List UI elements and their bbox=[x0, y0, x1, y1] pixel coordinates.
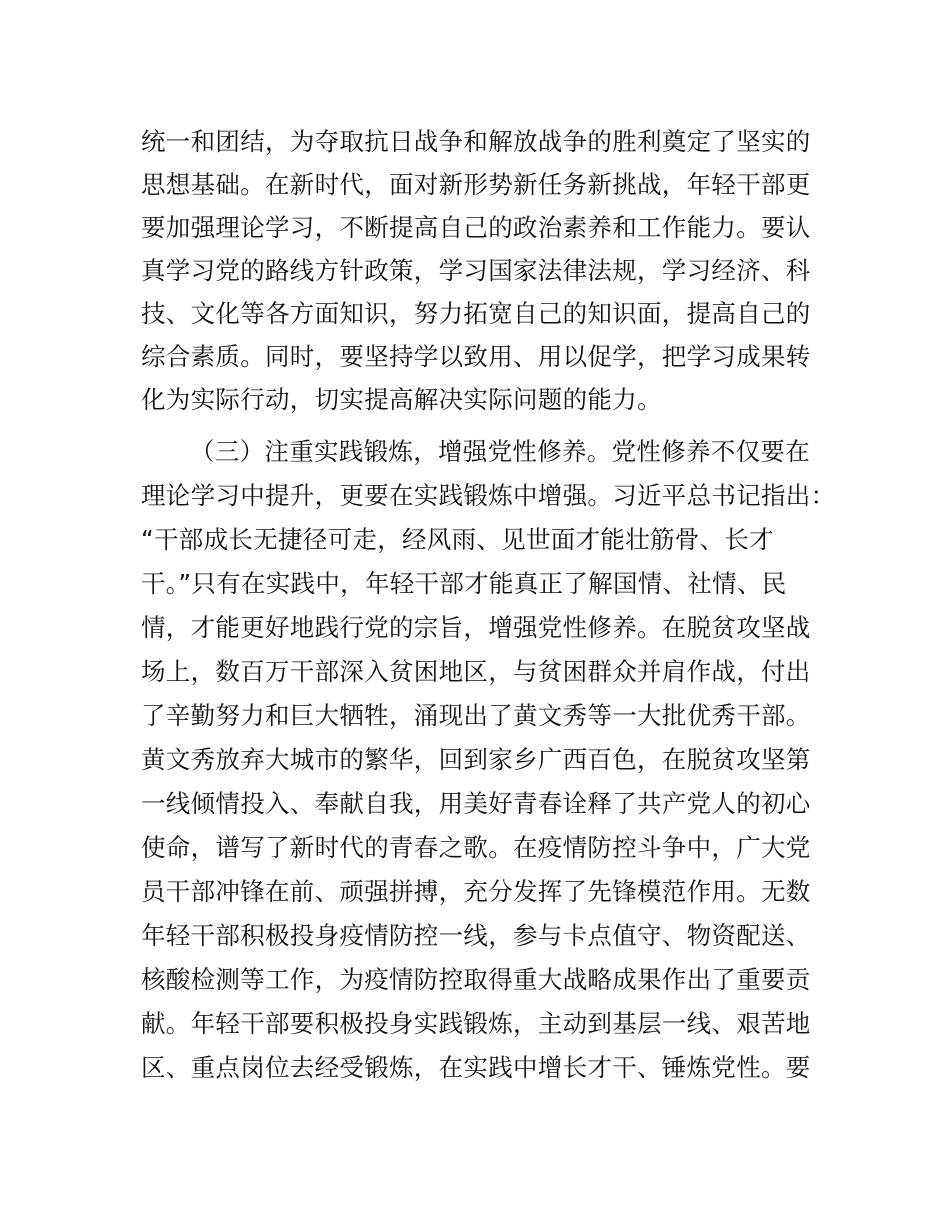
paragraph-2-line: 员干部冲锋在前、顽强拼搏，充分发挥了先锋模范作用。无数 bbox=[141, 877, 811, 906]
paragraph-1-line: 要加强理论学习，不断提高自己的政治素养和工作能力。要认 bbox=[141, 213, 811, 242]
paragraph-1-line: 统一和团结，为夺取抗日战争和解放战争的胜利奠定了坚实的 bbox=[141, 127, 811, 156]
paragraph-2-line: 黄文秀放弃大城市的繁华，回到家乡广西百色，在脱贫攻坚第 bbox=[141, 745, 811, 774]
paragraph-2-line: 一线倾情投入、奉献自我，用美好青春诠释了共产党人的初心 bbox=[141, 789, 811, 818]
paragraph-1-line: 思想基础。在新时代，面对新形势新任务新挑战，年轻干部更 bbox=[141, 170, 811, 199]
paragraph-2-heading-line: （三）注重实践锻炼，增强党性修养。党性修养不仅要在 bbox=[190, 437, 810, 466]
paragraph-2-line: 使命，谱写了新时代的青春之歌。在疫情防控斗争中，广大党 bbox=[141, 833, 811, 862]
paragraph-2-line: 区、重点岗位去经受锻炼，在实践中增长才干、锤炼党性。要 bbox=[141, 1053, 811, 1082]
paragraph-2-line: 核酸检测等工作，为疫情防控取得重大战略成果作出了重要贡 bbox=[141, 965, 811, 994]
paragraph-2-line: 场上，数百万干部深入贫困地区，与贫困群众并肩作战，付出 bbox=[141, 657, 811, 686]
paragraph-2-line: “干部成长无捷径可走，经风雨、见世面才能壮筋骨、长才 bbox=[141, 525, 774, 554]
paragraph-1-line: 化为实际行动，切实提高解决实际问题的能力。 bbox=[141, 385, 662, 414]
paragraph-2-line: 献。年轻干部要积极投身实践锻炼，主动到基层一线、艰苦地 bbox=[141, 1009, 811, 1038]
paragraph-2-line: 年轻干部积极投身疫情防控一线，参与卡点值守、物资配送、 bbox=[141, 921, 811, 950]
paragraph-2-line: 了辛勤努力和巨大牺牲，涌现出了黄文秀等一大批优秀干部。 bbox=[141, 701, 811, 730]
paragraph-2-line: 情，才能更好地践行党的宗旨，增强党性修养。在脱贫攻坚战 bbox=[141, 613, 811, 642]
paragraph-2-line: 干。”只有在实践中，年轻干部才能真正了解国情、社情、民 bbox=[141, 569, 787, 598]
paragraph-2-line: 理论学习中提升，更要在实践锻炼中增强。习近平总书记指出： bbox=[141, 481, 836, 510]
paragraph-1-line: 技、文化等各方面知识，努力拓宽自己的知识面，提高自己的 bbox=[141, 299, 811, 328]
paragraph-1-line: 真学习党的路线方针政策，学习国家法律法规，学习经济、科 bbox=[141, 256, 811, 285]
paragraph-1-line: 综合素质。同时，要坚持学以致用、用以促学，把学习成果转 bbox=[141, 342, 811, 371]
